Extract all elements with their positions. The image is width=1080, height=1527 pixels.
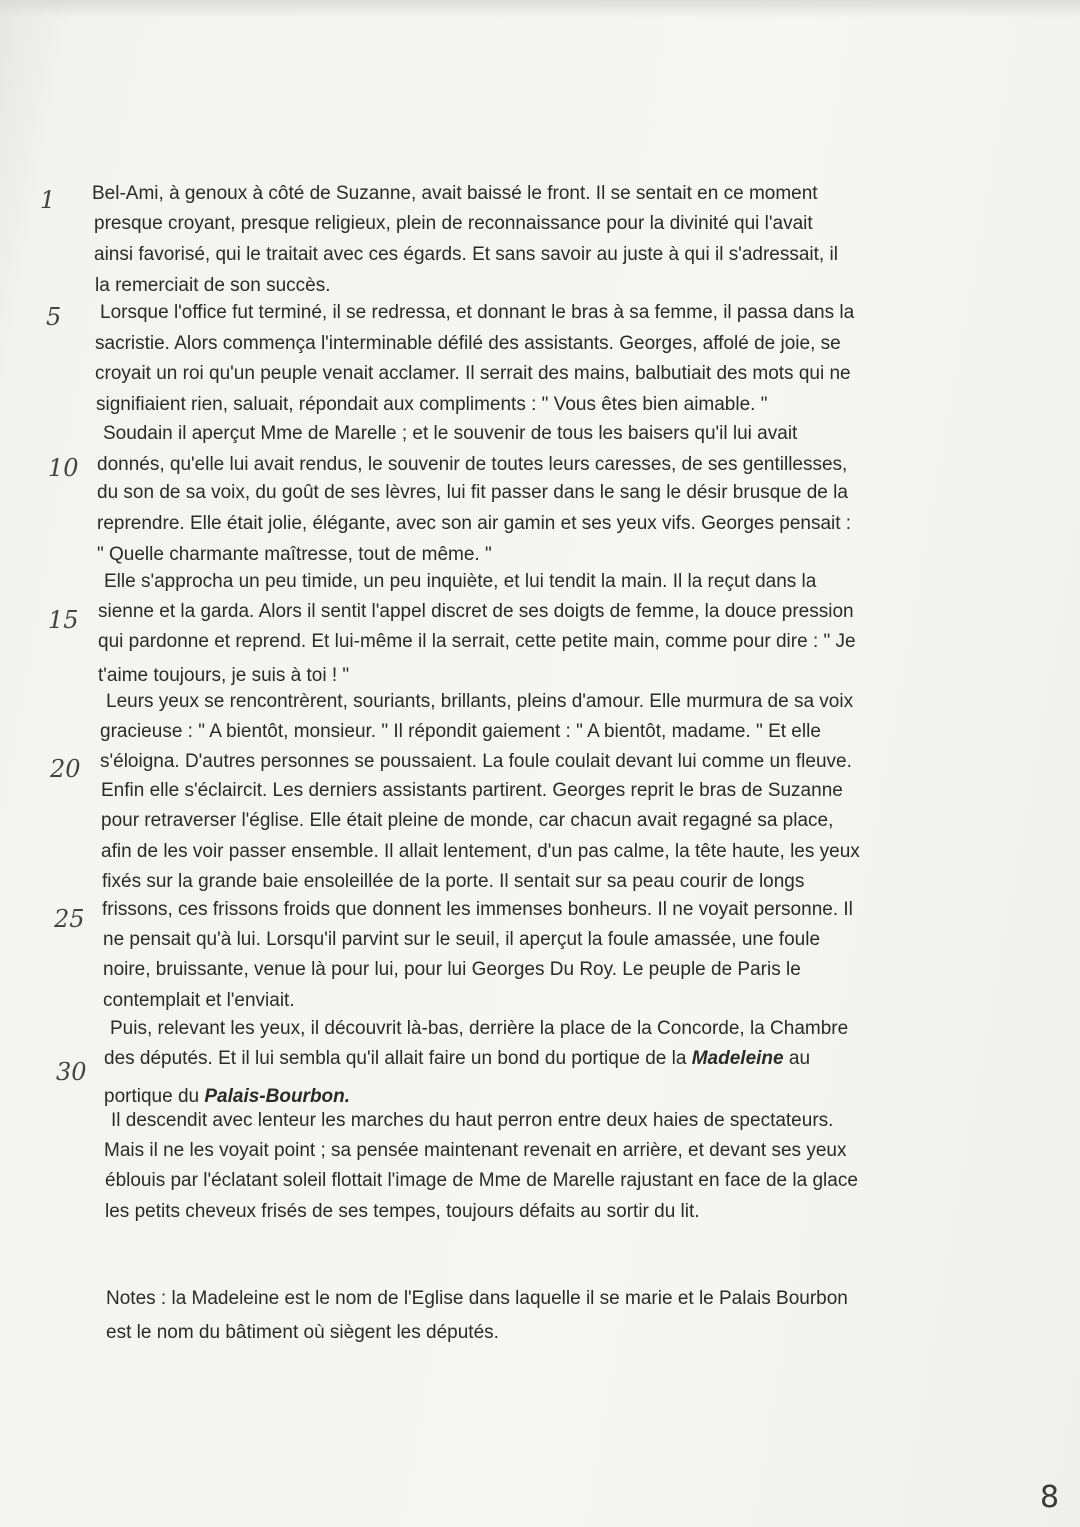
text-line: Elle s'approcha un peu timide, un peu inquiète, et lui tendit la main. Il la reçut dans la	[104, 571, 817, 592]
text-line: contemplait et l'enviait.	[103, 990, 295, 1011]
text-line: Lorsque l'office fut terminé, il se redressa, et donnant le bras à sa femme, il passa dans la	[100, 302, 855, 323]
text-line: signifiaient rien, saluait, répondait aux compliments : " Vous êtes bien aimable. "	[96, 394, 768, 415]
line-number: 20	[50, 755, 81, 783]
text-segment: des députés. Et il lui sembla qu'il allait faire un bond du portique de la	[104, 1048, 692, 1069]
text-line: " Quelle charmante maîtresse, tout de même. "	[97, 544, 492, 565]
line-number: 5	[46, 303, 62, 331]
text-line: frissons, ces frissons froids que donnent les immenses bonheurs. Il ne voyait personne. Il	[102, 899, 853, 920]
text-line: croyait un roi qu'un peuple venait acclamer. Il serrait des mains, balbutiait des mots qui ne	[95, 363, 851, 384]
text-line: Enfin elle s'éclaircit. Les derniers assistants partirent. Georges reprit le bras de Suzanne	[101, 780, 843, 801]
text-line: ainsi favorisé, qui le traitait avec ces égards. Et sans savoir au juste à qui il s'adressait, il	[94, 244, 838, 265]
text-line: fixés sur la grande baie ensoleillée de la porte. Il sentait sur sa peau courir de longs	[102, 871, 805, 892]
text-line: Puis, relevant les yeux, il découvrit là-bas, derrière la place de la Concorde, la Chambre	[110, 1018, 849, 1039]
text-line: pour retraverser l'église. Elle était pleine de monde, car chacun avait regagné sa place,	[101, 810, 834, 831]
text-line: gracieuse : " A bientôt, monsieur. " Il répondit gaiement : " A bientôt, madame. " Et elle	[100, 721, 821, 742]
notes-line: Notes : la Madeleine est le nom de l'Eglise dans laquelle il se marie et le Palais Bourbon	[106, 1288, 848, 1309]
text-line: Bel-Ami, à genoux à côté de Suzanne, avait baissé le front. Il se sentait en ce moment	[92, 183, 818, 204]
text-line: Mais il ne les voyait point ; sa pensée maintenant revenait en arrière, et devant ses yeux	[104, 1140, 847, 1161]
emphasis-palais: Palais-Bourbon.	[204, 1086, 351, 1107]
text-line: du son de sa voix, du goût de ses lèvres, lui fit passer dans le sang le désir brusque de la	[97, 482, 848, 503]
text-line: reprendre. Elle était jolie, élégante, avec son air gamin et ses yeux vifs. Georges pensait :	[97, 513, 852, 534]
text-line: la remerciait de son succès.	[95, 275, 331, 296]
line-number: 25	[54, 905, 85, 933]
line-number: 1	[40, 186, 56, 214]
text-line: Il descendit avec lenteur les marches du haut perron entre deux haies de spectateurs.	[111, 1110, 834, 1131]
text-line: éblouis par l'éclatant soleil flottait l'image de Mme de Marelle rajustant en face de la glace	[105, 1170, 858, 1191]
text-line: noire, bruissante, venue là pour lui, pour lui Georges Du Roy. Le peuple de Paris le	[103, 959, 801, 980]
text-line: les petits cheveux frisés de ses tempes, toujours défaits au sortir du lit.	[105, 1201, 700, 1222]
emphasis-madeleine: Madeleine	[691, 1048, 784, 1069]
line-number: 15	[48, 606, 79, 634]
text-line: afin de les voir passer ensemble. Il allait lentement, d'un pas calme, la tête haute, les yeux	[101, 841, 860, 862]
text-line: presque croyant, presque religieux, plein de reconnaissance pour la divinité qui l'avait	[94, 213, 813, 234]
page-number: 8	[1040, 1480, 1060, 1515]
text-line: ne pensait qu'à lui. Lorsqu'il parvint sur le seuil, il aperçut la foule amassée, une foule	[103, 929, 821, 950]
text-line: s'éloigna. D'autres personnes se poussaient. La foule coulait devant lui comme un fleuve.	[100, 751, 852, 772]
text-line: sacristie. Alors commença l'interminable défilé des assistants. Georges, affolé de joie, se	[95, 333, 841, 354]
notes-line: est le nom du bâtiment où siègent les députés.	[106, 1322, 499, 1343]
text-line: sienne et la garda. Alors il sentit l'appel discret de ses doigts de femme, la douce pression	[98, 601, 854, 622]
text-line: Leurs yeux se rencontrèrent, souriants, brillants, pleins d'amour. Elle murmura de sa voix	[106, 691, 854, 712]
text-segment: au	[783, 1048, 811, 1069]
text-line: t'aime toujours, je suis à toi ! "	[98, 665, 350, 686]
text-line: qui pardonne et reprend. Et lui-même il la serrait, cette petite main, comme pour dire : " Je	[98, 631, 856, 652]
text-line: donnés, qu'elle lui avait rendus, le souvenir de toutes leurs caresses, de ses gentillesses,	[97, 454, 848, 475]
text-segment: portique du	[104, 1086, 205, 1107]
line-number: 10	[48, 454, 79, 482]
text-line: Soudain il aperçut Mme de Marelle ; et le souvenir de tous les baisers qu'il lui avait	[103, 423, 798, 444]
text-line	[104, 1085, 350, 1109]
line-number: 30	[56, 1058, 87, 1086]
text-line	[104, 1047, 810, 1071]
